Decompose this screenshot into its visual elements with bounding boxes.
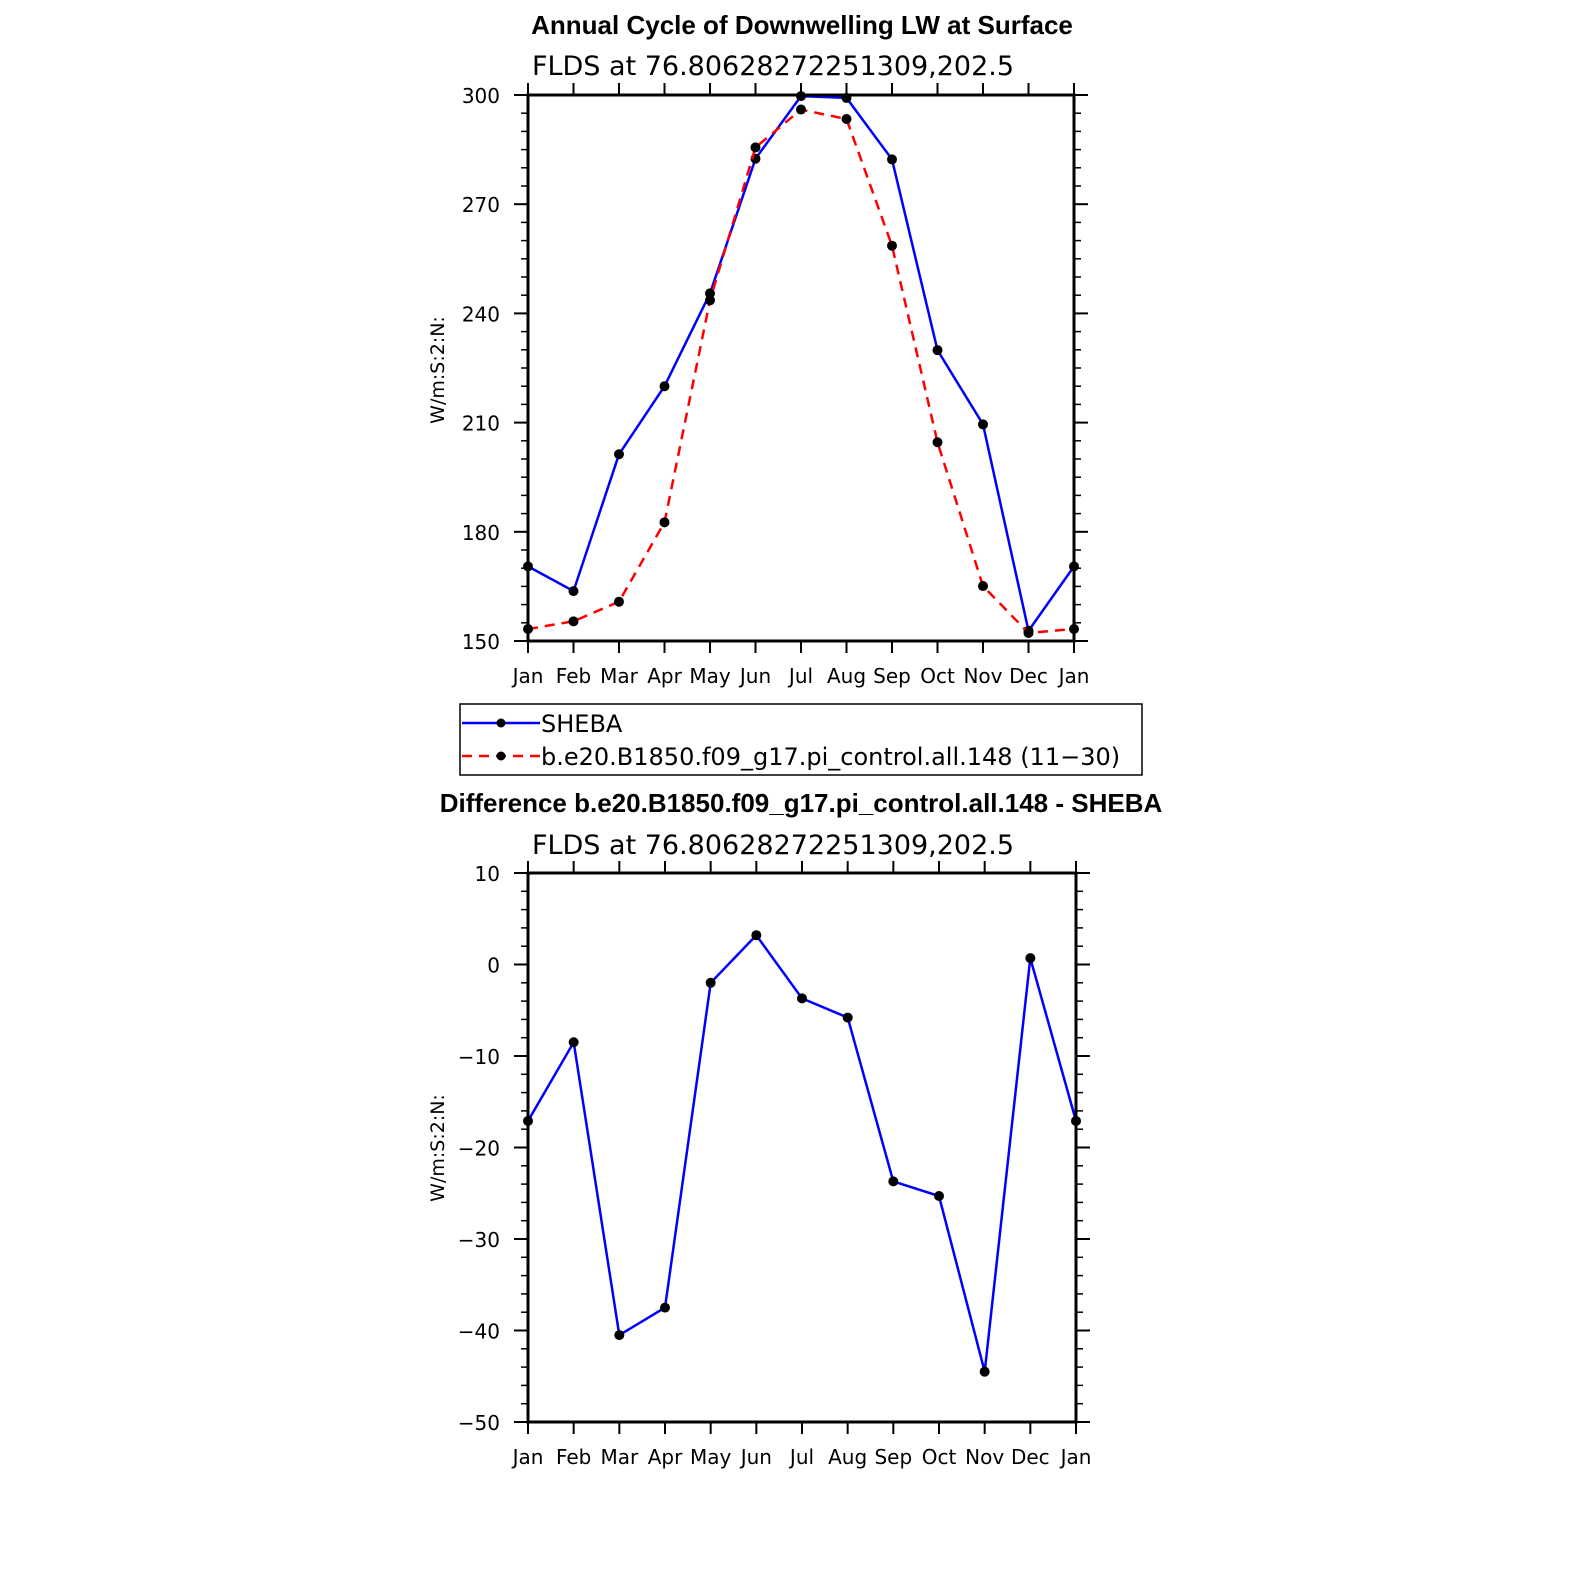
data-point — [569, 1037, 579, 1047]
data-point — [842, 114, 852, 124]
data-point — [933, 345, 943, 355]
data-point — [660, 1303, 670, 1313]
x-tick-label: Sep — [873, 664, 911, 688]
x-tick-label: Aug — [828, 1445, 868, 1469]
data-point — [614, 1330, 624, 1340]
data-point — [887, 241, 897, 251]
legend-marker-model — [497, 752, 506, 761]
data-point — [751, 930, 761, 940]
data-point — [933, 437, 943, 447]
y-tick-label: 210 — [461, 411, 500, 436]
data-point — [614, 449, 624, 459]
series-group — [523, 91, 1079, 638]
y-tick-label: 180 — [461, 520, 500, 545]
x-tick-label: Apr — [647, 1445, 683, 1469]
y-tick-label: −10 — [457, 1045, 500, 1069]
data-point — [978, 419, 988, 429]
y-tick-label: 300 — [461, 84, 500, 108]
x-tick-label: May — [689, 664, 731, 688]
legend-marker-sheba — [497, 719, 506, 728]
data-point — [980, 1367, 990, 1377]
x-tick-label: Aug — [826, 664, 867, 688]
x-tick-label: Apr — [647, 664, 682, 688]
data-point — [1024, 628, 1034, 638]
x-tick-label: Jul — [788, 664, 814, 688]
x-tick-label: Sep — [874, 1445, 913, 1469]
data-point — [796, 105, 806, 115]
x-tick-label: Jun — [740, 1445, 772, 1469]
x-tick-label: Feb — [555, 1445, 592, 1469]
data-point — [614, 597, 624, 607]
data-point — [888, 1176, 898, 1186]
x-tick-label: Dec — [1009, 664, 1048, 688]
chart-subtitle: FLDS at 76.80628272251309,202.5 — [531, 51, 1015, 82]
y-axis-label: W/m:S:2:N: — [427, 316, 449, 424]
y-axis-label: W/m:S:2:N: — [427, 1094, 449, 1202]
axis-ticks — [458, 861, 1092, 1469]
legend-label-model: b.e20.B1850.f09_g17.pi_control.all.148 (11−30) — [541, 743, 1121, 771]
y-tick-label: 240 — [461, 302, 500, 327]
x-tick-label: Mar — [600, 1445, 639, 1469]
x-tick-label: Jul — [789, 1445, 815, 1469]
x-tick-label: Nov — [963, 664, 1003, 688]
plot-frame — [528, 95, 1074, 641]
x-tick-label: Jan — [512, 1445, 544, 1469]
y-tick-label: 150 — [461, 630, 500, 654]
plot-frame — [528, 873, 1076, 1422]
data-point — [934, 1191, 944, 1201]
data-point — [797, 993, 807, 1003]
y-tick-label: −40 — [457, 1319, 500, 1344]
x-tick-label: Jan — [512, 664, 544, 688]
data-point — [1025, 953, 1035, 963]
legend-label-sheba: SHEBA — [541, 710, 623, 738]
data-point — [569, 616, 579, 626]
y-tick-label: −30 — [457, 1228, 500, 1252]
data-point — [706, 978, 716, 988]
series-line-1 — [528, 110, 1074, 633]
data-point — [569, 586, 579, 596]
x-tick-label: Feb — [555, 664, 592, 688]
y-tick-label: −50 — [457, 1411, 500, 1435]
chart-title: Annual Cycle of Downwelling LW at Surface — [531, 10, 1073, 40]
data-point — [705, 295, 715, 305]
legend — [460, 704, 1142, 775]
x-tick-label: Dec — [1010, 1445, 1050, 1469]
y-tick-label: 0 — [487, 953, 500, 978]
data-point — [751, 142, 761, 152]
x-tick-label: Jan — [1058, 664, 1090, 688]
x-tick-label: Oct — [920, 664, 955, 688]
series-group — [523, 930, 1081, 1376]
x-tick-label: Jun — [739, 664, 772, 688]
data-point — [660, 517, 670, 527]
data-point — [887, 154, 897, 164]
x-tick-label: Oct — [921, 1445, 957, 1469]
chart-subtitle: FLDS at 76.80628272251309,202.5 — [531, 830, 1015, 861]
data-point — [660, 381, 670, 391]
x-tick-label: Nov — [965, 1445, 1005, 1469]
data-point — [978, 581, 988, 591]
x-tick-label: Mar — [600, 664, 638, 688]
y-tick-label: 270 — [461, 193, 500, 218]
y-tick-label: 10 — [474, 862, 500, 886]
annual-cycle-panel — [427, 10, 1142, 775]
x-tick-label: May — [689, 1445, 732, 1469]
series-line-0 — [528, 96, 1074, 631]
chart-title: Difference b.e20.B1850.f09_g17.pi_control.all.148 - SHEBA — [439, 788, 1163, 818]
y-tick-label: −20 — [457, 1136, 500, 1161]
x-tick-label: Jan — [1060, 1445, 1092, 1469]
difference-panel — [427, 788, 1162, 1469]
data-point — [843, 1013, 853, 1023]
